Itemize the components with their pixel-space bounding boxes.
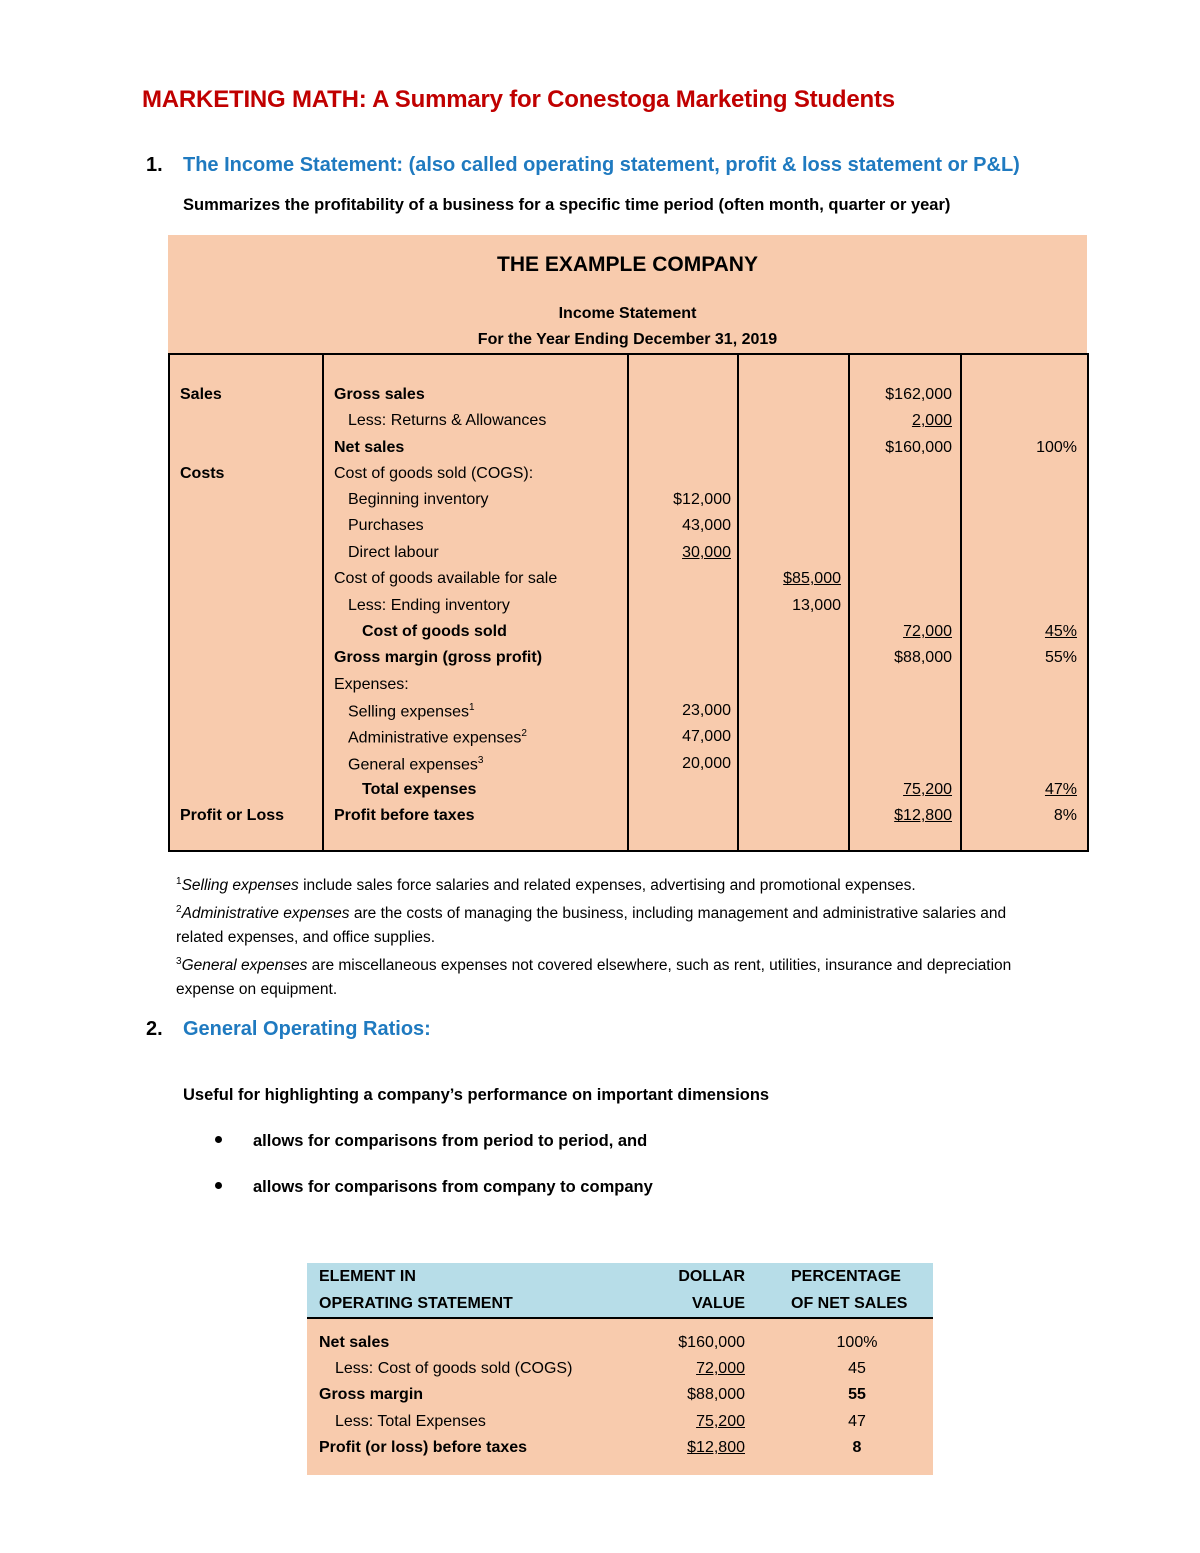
section-2-title: General Operating Ratios:: [183, 1018, 431, 1040]
row-label: Selling expenses$^1$: [348, 702, 475, 721]
row-label: Profit (or loss) before taxes: [319, 1439, 528, 1456]
row-label: Cost of goods sold (COGS):: [334, 465, 534, 482]
row-detail-value: 47,000: [682, 728, 731, 745]
table-row: [170, 623, 1087, 649]
row-label: Direct labour: [348, 544, 439, 561]
document-title: MARKETING MATH: A Summary for Conestoga Marketing Students: [142, 86, 895, 113]
row-label: Cost of goods available for sale: [334, 570, 558, 587]
section-2-number: 2.: [146, 1018, 163, 1040]
row-value: $160,000: [678, 1334, 745, 1351]
row-label: Less: Total Expenses: [335, 1413, 486, 1430]
footnote: $^2$Administrative expenses are the costs of managing the business, including management and administrative salaries and related expenses, and office supplies.: [176, 904, 1007, 947]
table-row: [170, 728, 1087, 754]
bullet-icon: [215, 1136, 222, 1143]
row-percent: 47: [848, 1413, 866, 1430]
row-detail-value: 30,000: [682, 544, 731, 561]
ratio-table-body: [307, 1317, 933, 1475]
section-1-number: 1.: [146, 154, 163, 176]
row-label: Profit before taxes: [334, 807, 475, 824]
row-detail-value: 20,000: [682, 755, 731, 772]
row-label: Total expenses: [362, 781, 477, 798]
row-label: Less: Returns & Allowances: [348, 412, 547, 429]
bullet-icon: [215, 1182, 222, 1189]
income-statement-header: [168, 235, 1087, 353]
row-detail-value: $12,000: [673, 491, 731, 508]
bullet-item: allows for comparisons from period to period, and: [215, 1132, 647, 1151]
header-dollar: DOLLAR VALUE: [678, 1268, 745, 1312]
header-element: ELEMENT IN OPERATING STATEMENT: [319, 1268, 513, 1312]
footnote-marker: 1: [468, 702, 475, 713]
table-row: [307, 1334, 933, 1360]
company-name: THE EXAMPLE COMPANY: [497, 253, 758, 276]
row-percent: 45%: [1044, 623, 1077, 640]
row-value: 72,000: [696, 1360, 745, 1377]
table-row: [307, 1439, 933, 1465]
row-percent: 55%: [1044, 649, 1077, 666]
row-total-value: $88,000: [894, 649, 952, 666]
footnotes: [176, 870, 1046, 1002]
section-2-description: Useful for highlighting a company’s performance on important dimensions: [183, 1086, 770, 1104]
row-value: 75,200: [696, 1413, 745, 1430]
row-label: Purchases: [348, 517, 424, 534]
row-category: Profit or Loss: [180, 807, 285, 824]
row-category: Sales: [180, 386, 222, 403]
table-row: [307, 1386, 933, 1412]
table-row: [170, 465, 1087, 491]
row-total-value: $160,000: [885, 439, 952, 456]
row-label: Expenses:: [334, 676, 409, 693]
row-detail-value: 43,000: [682, 517, 731, 534]
row-label: Cost of goods sold: [362, 623, 507, 640]
row-percent: 100%: [1036, 439, 1077, 456]
row-total-value: 2,000: [911, 412, 952, 429]
row-total-value: 72,000: [903, 623, 952, 640]
row-category: Costs: [180, 465, 225, 482]
row-label: Less: Ending inventory: [348, 597, 510, 614]
row-percent: 55: [848, 1386, 866, 1403]
row-percent: 45: [848, 1360, 866, 1377]
table-row: [170, 412, 1087, 438]
bullet-item: allows for comparisons from company to company: [215, 1178, 653, 1197]
row-label: Gross margin (gross profit): [334, 649, 543, 666]
row-label: Net sales: [334, 439, 405, 456]
table-row: [307, 1360, 933, 1386]
table-row: [170, 649, 1087, 675]
row-subtotal-value: 13,000: [792, 597, 841, 614]
table-row: [170, 439, 1087, 465]
row-value: $12,800: [687, 1439, 745, 1456]
footnote-marker: 3: [477, 755, 484, 766]
row-total-value: $12,800: [894, 807, 952, 824]
header-percentage: PERCENTAGE OF NET SALES: [791, 1268, 908, 1312]
row-total-value: 75,200: [903, 781, 952, 798]
section-1-description: Summarizes the profitability of a business for a specific time period (often month, quarter or year): [183, 196, 951, 214]
table-row: [170, 597, 1087, 623]
row-label: Gross margin: [319, 1386, 424, 1403]
row-value: $88,000: [687, 1386, 745, 1403]
footnote: $^3$General expenses are miscellaneous expenses not covered elsewhere, such as rent, utilities, insurance and depreciation expense on equipment.: [176, 956, 1012, 999]
row-percent: 100%: [836, 1334, 878, 1351]
table-row: [170, 755, 1087, 781]
row-percent: 8: [852, 1439, 862, 1456]
table-row: [170, 386, 1087, 412]
ratio-table-header: [307, 1263, 933, 1317]
row-detail-value: 23,000: [682, 702, 731, 719]
table-row: [170, 570, 1087, 596]
table-row: [170, 781, 1087, 807]
footnote: $^1$Selling expenses include sales force salaries and related expenses, advertising and promotional expenses.: [176, 876, 916, 895]
table-row: [170, 807, 1087, 833]
table-row: [170, 702, 1087, 728]
row-label: Beginning inventory: [348, 491, 489, 508]
row-label: Less: Cost of goods sold (COGS): [335, 1360, 573, 1377]
row-label: Administrative expenses$^2$: [348, 728, 527, 747]
row-label: Net sales: [319, 1334, 390, 1351]
footnote-marker: 2: [521, 728, 527, 739]
row-label: Gross sales: [334, 386, 425, 403]
table-row: [307, 1413, 933, 1439]
table-row: [170, 491, 1087, 517]
section-1-title: The Income Statement: (also called operating statement, profit & loss statement or P&L): [183, 154, 1020, 176]
row-label: General expenses$^3$: [348, 755, 484, 774]
table-row: [170, 544, 1087, 570]
row-percent: 47%: [1044, 781, 1077, 798]
statement-subtitle: Income Statement: [558, 305, 697, 322]
table-row: [170, 676, 1087, 702]
row-total-value: $162,000: [885, 386, 952, 403]
row-subtotal-value: $85,000: [783, 570, 841, 587]
row-percent: 8%: [1053, 807, 1077, 824]
table-row: [170, 517, 1087, 543]
income-statement-table: [168, 353, 1089, 852]
statement-period: For the Year Ending December 31, 2019: [477, 331, 778, 348]
header-divider: [307, 1317, 933, 1319]
